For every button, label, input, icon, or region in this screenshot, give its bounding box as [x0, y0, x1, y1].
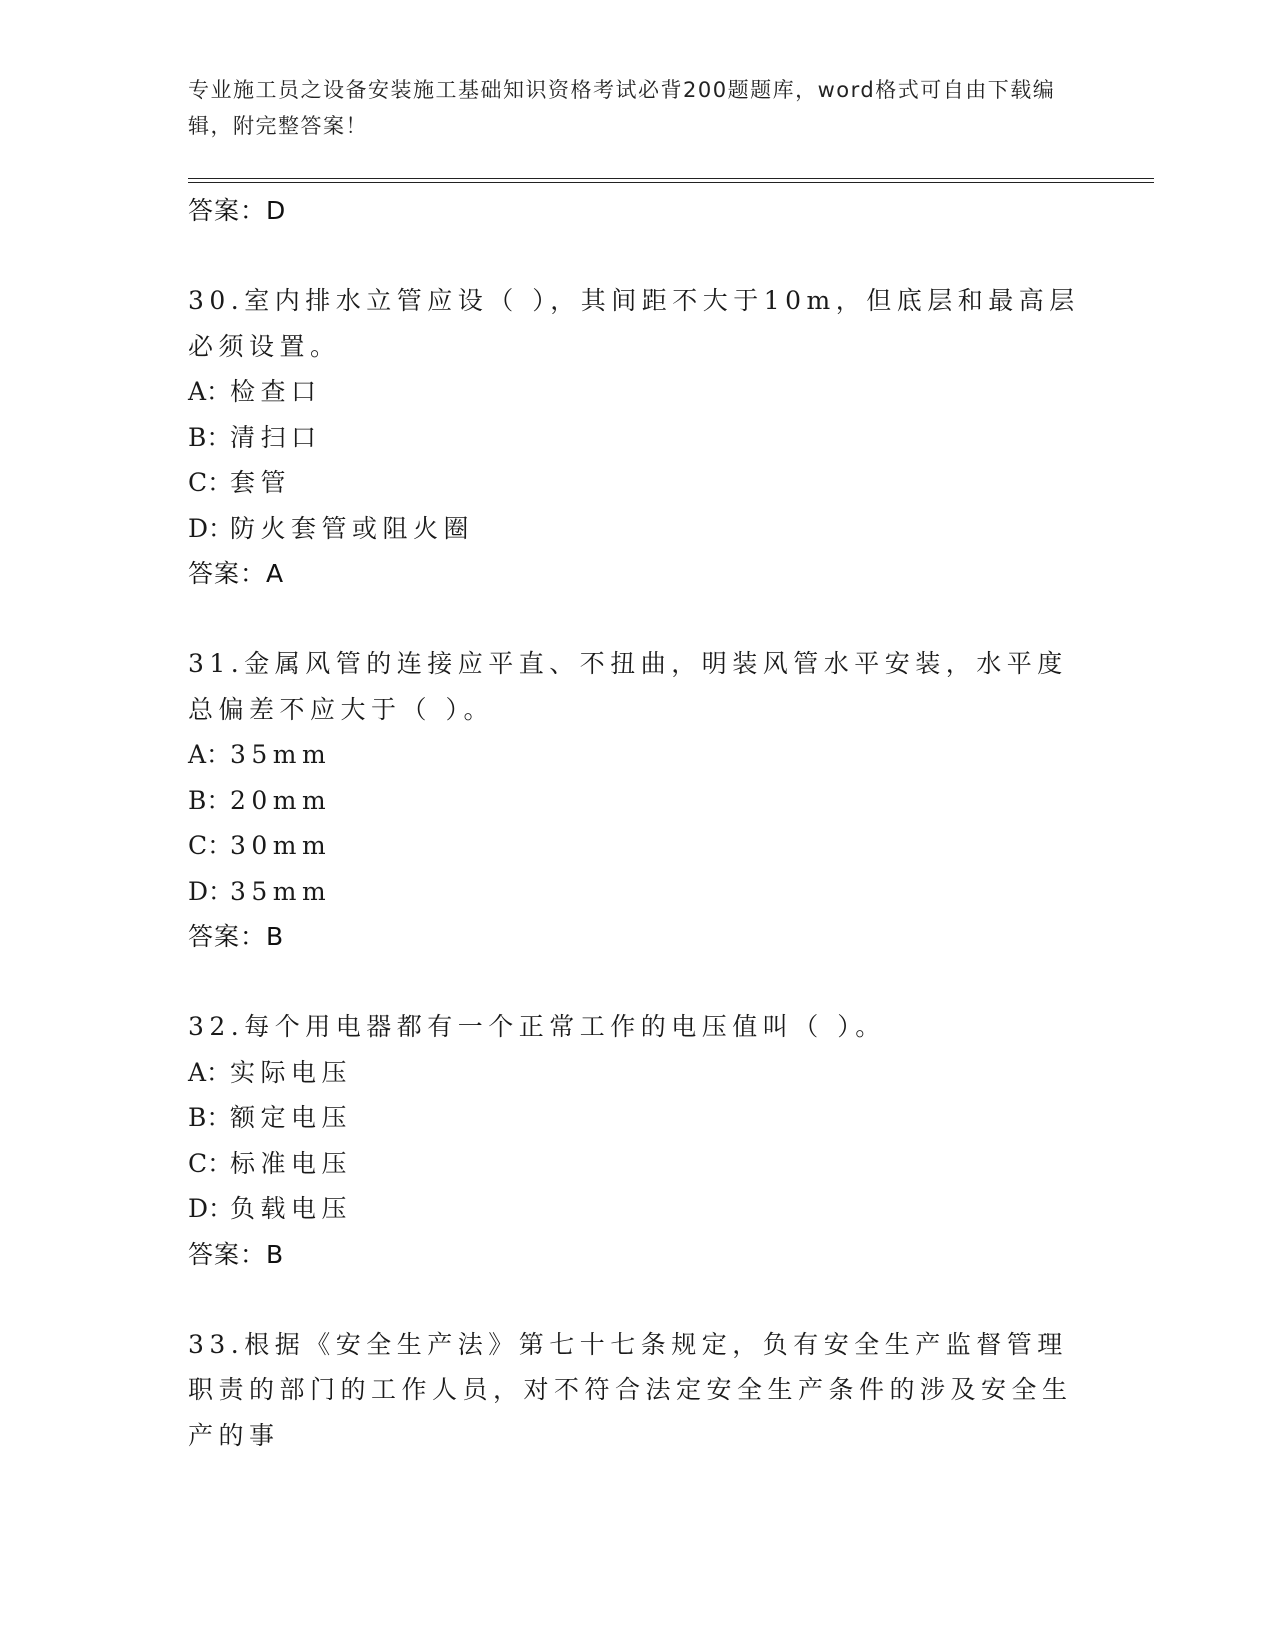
option-key: C： — [188, 1148, 233, 1178]
option-b — [188, 415, 1088, 461]
option-a — [188, 369, 1088, 415]
question-32 — [188, 1004, 1088, 1277]
option-a — [188, 1050, 1088, 1096]
question-33 — [188, 1322, 1088, 1459]
option-d — [188, 1186, 1088, 1232]
option-text: 35mm — [230, 876, 332, 906]
answer: 答案：B — [188, 1239, 285, 1269]
page-header: 专业施工员之设备安装施工基础知识资格考试必背200题题库，word格式可自由下载编辑，附完整答案！ — [188, 78, 1056, 138]
option-text: 30mm — [230, 831, 332, 860]
header-rule-bottom — [188, 182, 1154, 183]
question-text: 32.每个用电器都有一个正常工作的电压值叫（ ）。 — [188, 1012, 886, 1041]
option-text: 负载电压 — [230, 1194, 353, 1223]
option-key: C： — [188, 831, 233, 860]
option-text: 额定电压 — [230, 1103, 353, 1132]
option-key: D： — [188, 513, 234, 543]
option-text: 标准电压 — [230, 1148, 353, 1178]
option-key: C： — [188, 468, 233, 497]
option-text: 防火套管或阻火圈 — [230, 513, 475, 543]
option-b — [188, 778, 1088, 824]
option-key: A： — [188, 740, 232, 769]
option-text: 清扫口 — [230, 422, 322, 452]
option-c — [188, 823, 1088, 869]
option-key: A： — [188, 1057, 232, 1087]
option-key: D： — [188, 876, 234, 906]
option-c — [188, 460, 1088, 506]
option-key: B： — [188, 785, 232, 815]
option-key: B： — [188, 422, 232, 452]
option-a — [188, 732, 1088, 778]
question-text: 33.根据《安全生产法》第七十七条规定，负有安全生产监督管理职责的部门的工作人员，对不符合法定安全生产条件的涉及安全生产的事 — [188, 1329, 1073, 1450]
option-text: 35mm — [230, 740, 332, 769]
option-text: 套管 — [230, 468, 292, 497]
option-text: 检查口 — [230, 377, 322, 406]
option-text: 实际电压 — [230, 1057, 353, 1087]
option-text: 20mm — [230, 785, 332, 815]
answer: 答案：B — [188, 922, 285, 951]
question-text: 30.室内排水立管应设（ ），其间距不大于10m，但底层和最高层必须设置。 — [188, 286, 1080, 361]
answer: 答案：A — [188, 559, 285, 588]
header-rule-top — [188, 178, 1154, 179]
option-key: D： — [188, 1194, 234, 1223]
previous-answer: 答案：D — [188, 196, 287, 225]
option-key: B： — [188, 1103, 232, 1132]
question-text: 31.金属风管的连接应平直、不扭曲，明装风管水平安装，水平度总偏差不应大于（ ）。 — [188, 649, 1068, 724]
option-c — [188, 1141, 1088, 1187]
option-key: A： — [188, 377, 232, 406]
option-b — [188, 1095, 1088, 1141]
option-d — [188, 869, 1088, 915]
option-d — [188, 506, 1088, 552]
question-30 — [188, 278, 1088, 596]
question-31 — [188, 641, 1088, 959]
question-list — [188, 188, 1088, 1458]
